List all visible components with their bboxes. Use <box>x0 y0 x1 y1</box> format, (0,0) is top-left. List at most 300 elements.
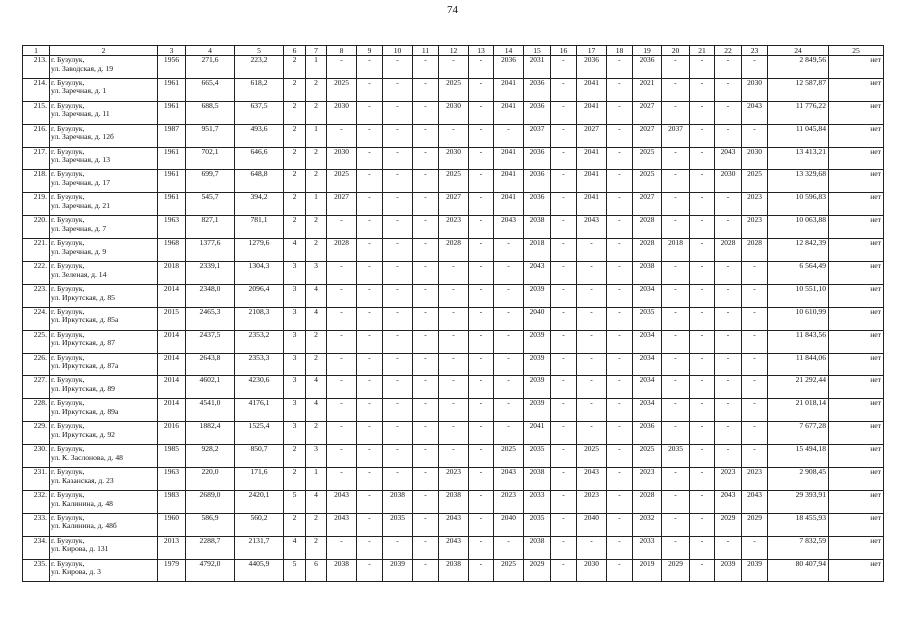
table-cell: 2036 <box>524 170 551 193</box>
table-row <box>23 284 884 307</box>
table-cell: 646,6 <box>235 147 284 170</box>
table-cell: 2039 <box>742 559 768 582</box>
table-cell: 4 <box>306 399 327 422</box>
table-cell: 11 045,84 <box>768 124 829 147</box>
table-cell: - <box>357 422 383 445</box>
table-cell: 2033 <box>524 490 551 513</box>
table-cell: 2025 <box>494 445 524 468</box>
table-cell: - <box>327 445 357 468</box>
table-cell: 4176,1 <box>235 399 284 422</box>
table-cell: - <box>690 422 715 445</box>
table-cell: 2030 <box>742 147 768 170</box>
table-cell: - <box>607 124 633 147</box>
table-cell: - <box>742 353 768 376</box>
address-street: ул. Иркутская, д. 85а <box>51 315 119 325</box>
table-cell: - <box>551 399 577 422</box>
table-cell: 2036 <box>524 147 551 170</box>
address-street: ул. Иркутская, д. 89 <box>51 384 115 394</box>
table-cell: 2034 <box>633 330 662 353</box>
table-cell: 2028 <box>633 490 662 513</box>
table-cell: 12 842,39 <box>768 239 829 262</box>
table-cell: 4792,0 <box>186 559 235 582</box>
table-cell: - <box>715 445 742 468</box>
table-cell: - <box>662 193 690 216</box>
table-cell: 2023 <box>742 468 768 491</box>
table-cell: - <box>551 101 577 124</box>
table-row <box>23 193 884 216</box>
address-street: ул. Иркутская, д. 85 <box>51 292 115 302</box>
table-cell: - <box>607 239 633 262</box>
table-cell: 2039 <box>524 353 551 376</box>
table-cell: - <box>662 422 690 445</box>
table-cell: 2035 <box>524 513 551 536</box>
table-cell: - <box>383 284 413 307</box>
address-city: г. Бузулук, <box>51 169 85 179</box>
table-cell: - <box>577 422 607 445</box>
table-cell: 2023 <box>633 468 662 491</box>
table-cell: - <box>469 513 494 536</box>
table-cell: 2 <box>284 56 306 79</box>
table-cell: - <box>494 376 524 399</box>
table-row <box>23 307 884 330</box>
table-cell: 2014 <box>158 353 186 376</box>
table-cell: 1985 <box>158 445 186 468</box>
table-cell: 2043 <box>742 101 768 124</box>
address-city: г. Бузулук, <box>51 238 85 248</box>
table-cell: 637,5 <box>235 101 284 124</box>
table-cell: 3 <box>284 376 306 399</box>
table-cell: - <box>383 216 413 239</box>
address-cell <box>50 284 158 307</box>
table-cell: - <box>607 536 633 559</box>
page-number: 74 <box>447 4 458 16</box>
table-cell: 2018 <box>662 239 690 262</box>
table-cell: - <box>690 101 715 124</box>
table-cell: 1956 <box>158 56 186 79</box>
address-cell <box>50 468 158 491</box>
table-cell: - <box>383 124 413 147</box>
table-cell: - <box>715 56 742 79</box>
address-street: ул. Казанская, д. 23 <box>51 475 114 485</box>
column-number: 5 <box>235 46 284 56</box>
table-cell: 2030 <box>577 559 607 582</box>
table-cell: - <box>742 56 768 79</box>
table-cell: - <box>383 536 413 559</box>
table-cell: 2 <box>284 78 306 101</box>
table-cell: 618,2 <box>235 78 284 101</box>
row-number: 226. <box>23 353 50 376</box>
table-cell: - <box>715 284 742 307</box>
table-cell: 1 <box>306 193 327 216</box>
table-cell: - <box>551 422 577 445</box>
address-street: ул. Кирова, д. 3 <box>51 567 101 577</box>
table-row <box>23 330 884 353</box>
table-cell: 2 849,56 <box>768 56 829 79</box>
table-cell: 2037 <box>524 124 551 147</box>
table-cell: 3 <box>284 284 306 307</box>
table-cell: 4 <box>306 490 327 513</box>
address-cell <box>50 307 158 330</box>
address-street: ул. Заречная, д. 1 <box>51 86 107 96</box>
table-cell: 13 329,68 <box>768 170 829 193</box>
address-city: г. Бузулук, <box>51 101 85 110</box>
table-cell: 2041 <box>524 422 551 445</box>
address-city: г. Бузулук, <box>51 215 85 225</box>
table-cell: нет <box>829 193 884 216</box>
table-cell: - <box>469 147 494 170</box>
address-street: ул. Калинина, д. 48 <box>51 498 113 508</box>
table-cell: - <box>383 147 413 170</box>
table-cell: - <box>383 239 413 262</box>
table-cell: 1882,4 <box>186 422 235 445</box>
table-cell: - <box>690 239 715 262</box>
table-cell: 171,6 <box>235 468 284 491</box>
table-cell: 2348,0 <box>186 284 235 307</box>
table-cell: - <box>662 307 690 330</box>
table-cell: 2028 <box>742 239 768 262</box>
table-cell: 18 455,93 <box>768 513 829 536</box>
table-cell: нет <box>829 353 884 376</box>
table-row <box>23 262 884 285</box>
column-number: 3 <box>158 46 186 56</box>
table-cell: 1960 <box>158 513 186 536</box>
table-cell: 1963 <box>158 216 186 239</box>
column-number: 22 <box>715 46 742 56</box>
table-cell: 11 776,22 <box>768 101 829 124</box>
table-cell: 1304,3 <box>235 262 284 285</box>
table-cell: - <box>469 399 494 422</box>
table-cell: - <box>690 56 715 79</box>
table-cell: 2041 <box>494 193 524 216</box>
table-cell: - <box>742 307 768 330</box>
row-number: 216. <box>23 124 50 147</box>
table-cell: нет <box>829 330 884 353</box>
table-cell: 2029 <box>715 513 742 536</box>
address-city: г. Бузулук, <box>51 307 85 316</box>
table-cell: 2023 <box>577 490 607 513</box>
table-cell: 2028 <box>327 239 357 262</box>
column-number: 2 <box>50 46 158 56</box>
table-cell: - <box>690 124 715 147</box>
table-cell: - <box>715 422 742 445</box>
table-cell: - <box>357 513 383 536</box>
table-cell: - <box>413 56 439 79</box>
table-cell: 2033 <box>633 536 662 559</box>
address-city: г. Бузулук, <box>51 55 85 64</box>
table-cell: - <box>439 262 469 285</box>
table-cell: 2019 <box>633 559 662 582</box>
table-cell: - <box>551 445 577 468</box>
column-number: 25 <box>829 46 884 56</box>
table-cell: 2 <box>284 468 306 491</box>
table-cell: - <box>494 399 524 422</box>
table-cell: 2035 <box>383 513 413 536</box>
table-cell: - <box>327 216 357 239</box>
table-cell: 2437,5 <box>186 330 235 353</box>
table-row <box>23 536 884 559</box>
table-cell: - <box>551 147 577 170</box>
table-cell: 2043 <box>524 262 551 285</box>
table-cell: 13 413,21 <box>768 147 829 170</box>
table-cell: - <box>469 330 494 353</box>
table-cell: 2420,1 <box>235 490 284 513</box>
table-cell: - <box>469 239 494 262</box>
address-street: ул. Зеленая, д. 14 <box>51 269 107 279</box>
address-city: г. Бузулук, <box>51 375 85 385</box>
table-cell: - <box>469 376 494 399</box>
table-cell: - <box>327 56 357 79</box>
row-number: 232. <box>23 490 50 513</box>
table-cell: - <box>577 399 607 422</box>
row-number: 221. <box>23 239 50 262</box>
table-cell: 2028 <box>439 239 469 262</box>
table-cell: нет <box>829 536 884 559</box>
table-cell: 2034 <box>633 284 662 307</box>
table-cell: 2027 <box>633 124 662 147</box>
table-row <box>23 124 884 147</box>
table-cell: - <box>357 330 383 353</box>
table-cell: 2029 <box>524 559 551 582</box>
address-street: ул. Заводская, д. 19 <box>51 63 114 73</box>
table-cell: - <box>413 216 439 239</box>
table-cell: - <box>715 399 742 422</box>
column-number: 24 <box>768 46 829 56</box>
table-cell: 1961 <box>158 147 186 170</box>
table-cell: 586,9 <box>186 513 235 536</box>
table-cell: 648,8 <box>235 170 284 193</box>
table-cell: 2643,8 <box>186 353 235 376</box>
table-cell: 2023 <box>439 216 469 239</box>
table-cell: 2013 <box>158 536 186 559</box>
table-cell: - <box>607 468 633 491</box>
table-cell: - <box>577 239 607 262</box>
table-cell: 4 <box>306 307 327 330</box>
table-cell: 2131,7 <box>235 536 284 559</box>
address-cell <box>50 170 158 193</box>
table-cell: - <box>327 124 357 147</box>
table-cell: - <box>690 193 715 216</box>
table-cell: 1979 <box>158 559 186 582</box>
table-cell: - <box>715 193 742 216</box>
table-cell: 2 <box>284 445 306 468</box>
table-cell: 2025 <box>327 78 357 101</box>
table-cell: - <box>607 193 633 216</box>
address-city: г. Бузулук, <box>51 284 85 293</box>
table-cell: - <box>439 445 469 468</box>
table-cell: 1 <box>306 124 327 147</box>
address-cell <box>50 216 158 239</box>
table-cell: - <box>357 193 383 216</box>
row-number: 217. <box>23 147 50 170</box>
column-number: 4 <box>186 46 235 56</box>
table-cell: 2030 <box>327 101 357 124</box>
table-cell: нет <box>829 284 884 307</box>
table-cell: - <box>327 422 357 445</box>
table-cell: - <box>742 330 768 353</box>
table-cell: - <box>357 468 383 491</box>
table-cell: нет <box>829 307 884 330</box>
table-cell: 2036 <box>633 422 662 445</box>
table-cell: 2041 <box>577 78 607 101</box>
table-cell: - <box>577 330 607 353</box>
address-cell <box>50 399 158 422</box>
table-cell: 2021 <box>633 78 662 101</box>
table-cell: 2025 <box>633 147 662 170</box>
table-cell: - <box>607 490 633 513</box>
table-cell: - <box>690 468 715 491</box>
table-cell: - <box>357 399 383 422</box>
table-cell: 2032 <box>633 513 662 536</box>
table-cell: нет <box>829 490 884 513</box>
row-number: 227. <box>23 376 50 399</box>
table-cell: - <box>413 559 439 582</box>
table-cell: - <box>494 262 524 285</box>
table-cell: 3 <box>306 445 327 468</box>
table-cell: - <box>383 353 413 376</box>
row-number: 224. <box>23 307 50 330</box>
table-cell: - <box>413 78 439 101</box>
table-cell: 2030 <box>742 78 768 101</box>
address-street: ул. Заречная, д. 12б <box>51 132 114 142</box>
table-cell: - <box>413 399 439 422</box>
table-cell: - <box>439 284 469 307</box>
table-cell: 2027 <box>327 193 357 216</box>
table-cell: 2043 <box>577 468 607 491</box>
table-row <box>23 513 884 536</box>
table-cell: 2038 <box>524 216 551 239</box>
table-cell: - <box>690 536 715 559</box>
table-cell: - <box>494 536 524 559</box>
table-cell: - <box>690 559 715 582</box>
column-number: 23 <box>742 46 768 56</box>
table-cell: - <box>469 284 494 307</box>
table-cell: - <box>690 490 715 513</box>
address-street: ул. Иркутская, д. 92 <box>51 429 115 439</box>
table-cell: - <box>469 559 494 582</box>
table-row <box>23 56 884 79</box>
table-cell: - <box>494 239 524 262</box>
table-cell: - <box>690 284 715 307</box>
table-cell: - <box>494 307 524 330</box>
table-cell: 2038 <box>524 468 551 491</box>
table-cell: - <box>690 262 715 285</box>
table-cell: 2043 <box>327 513 357 536</box>
table-cell: 2025 <box>327 170 357 193</box>
table-cell: 2 <box>284 216 306 239</box>
table-cell: 1525,4 <box>235 422 284 445</box>
table-cell: 2027 <box>439 193 469 216</box>
table-cell: 3 <box>284 262 306 285</box>
table-cell: 827,1 <box>186 216 235 239</box>
table-cell: - <box>383 399 413 422</box>
table-cell: 2027 <box>633 193 662 216</box>
table-cell: 1279,6 <box>235 239 284 262</box>
address-city: г. Бузулук, <box>51 421 85 431</box>
table-cell: - <box>439 124 469 147</box>
address-city: г. Бузулук, <box>51 147 85 156</box>
table-cell: - <box>413 101 439 124</box>
table-cell: - <box>715 353 742 376</box>
table-cell: - <box>413 330 439 353</box>
table-cell: 2041 <box>494 147 524 170</box>
table-cell: 2 <box>306 353 327 376</box>
table-cell: нет <box>829 56 884 79</box>
table-cell: 80 407,94 <box>768 559 829 582</box>
address-city: г. Бузулук, <box>51 536 85 545</box>
table-cell: - <box>607 147 633 170</box>
table-cell: 2041 <box>577 101 607 124</box>
table-cell: - <box>662 468 690 491</box>
table-cell: - <box>413 513 439 536</box>
table-cell: - <box>494 330 524 353</box>
address-cell <box>50 101 158 124</box>
table-cell: - <box>413 490 439 513</box>
table-cell: 2 <box>284 193 306 216</box>
column-number: 12 <box>439 46 469 56</box>
table-row <box>23 422 884 445</box>
table-cell: - <box>662 330 690 353</box>
table-cell: 2023 <box>494 490 524 513</box>
table-cell: 3 <box>284 307 306 330</box>
table-cell: нет <box>829 170 884 193</box>
table-cell: 15 494,18 <box>768 445 829 468</box>
table-cell: 2339,1 <box>186 262 235 285</box>
address-street: ул. К. Заслоновa, д. 48 <box>51 452 123 462</box>
address-cell <box>50 330 158 353</box>
table-cell: 2030 <box>439 101 469 124</box>
housing-repair-table <box>22 45 884 582</box>
table-cell: 2014 <box>158 330 186 353</box>
table-cell: - <box>327 330 357 353</box>
table-cell: - <box>494 124 524 147</box>
table-cell: - <box>439 422 469 445</box>
table-cell: 2023 <box>439 468 469 491</box>
table-cell: - <box>494 422 524 445</box>
row-number: 233. <box>23 513 50 536</box>
address-street: ул. Заречная, д. 7 <box>51 223 107 233</box>
table-cell: 1377,6 <box>186 239 235 262</box>
table-cell: - <box>439 376 469 399</box>
table-cell: - <box>413 284 439 307</box>
table-cell: 271,6 <box>186 56 235 79</box>
table-cell: 2029 <box>662 559 690 582</box>
address-street: ул. Калинина, д. 48б <box>51 521 117 531</box>
address-cell <box>50 376 158 399</box>
column-number: 8 <box>327 46 357 56</box>
column-number: 21 <box>690 46 715 56</box>
address-cell <box>50 262 158 285</box>
table-row <box>23 101 884 124</box>
table-cell: 2 <box>306 513 327 536</box>
address-street: ул. Иркутская, д. 87 <box>51 338 115 348</box>
table-cell: нет <box>829 513 884 536</box>
table-cell: нет <box>829 216 884 239</box>
table-row <box>23 216 884 239</box>
column-number: 11 <box>413 46 439 56</box>
table-cell: 2108,3 <box>235 307 284 330</box>
table-cell: - <box>551 330 577 353</box>
column-number: 19 <box>633 46 662 56</box>
table-cell: 2039 <box>715 559 742 582</box>
address-street: ул. Заречная, д. 9 <box>51 246 107 256</box>
table-cell: - <box>742 536 768 559</box>
table-cell: 2689,0 <box>186 490 235 513</box>
table-cell: - <box>383 78 413 101</box>
table-cell: - <box>357 239 383 262</box>
table-cell: - <box>742 422 768 445</box>
table-cell: 2043 <box>327 490 357 513</box>
table-cell: 2043 <box>439 513 469 536</box>
